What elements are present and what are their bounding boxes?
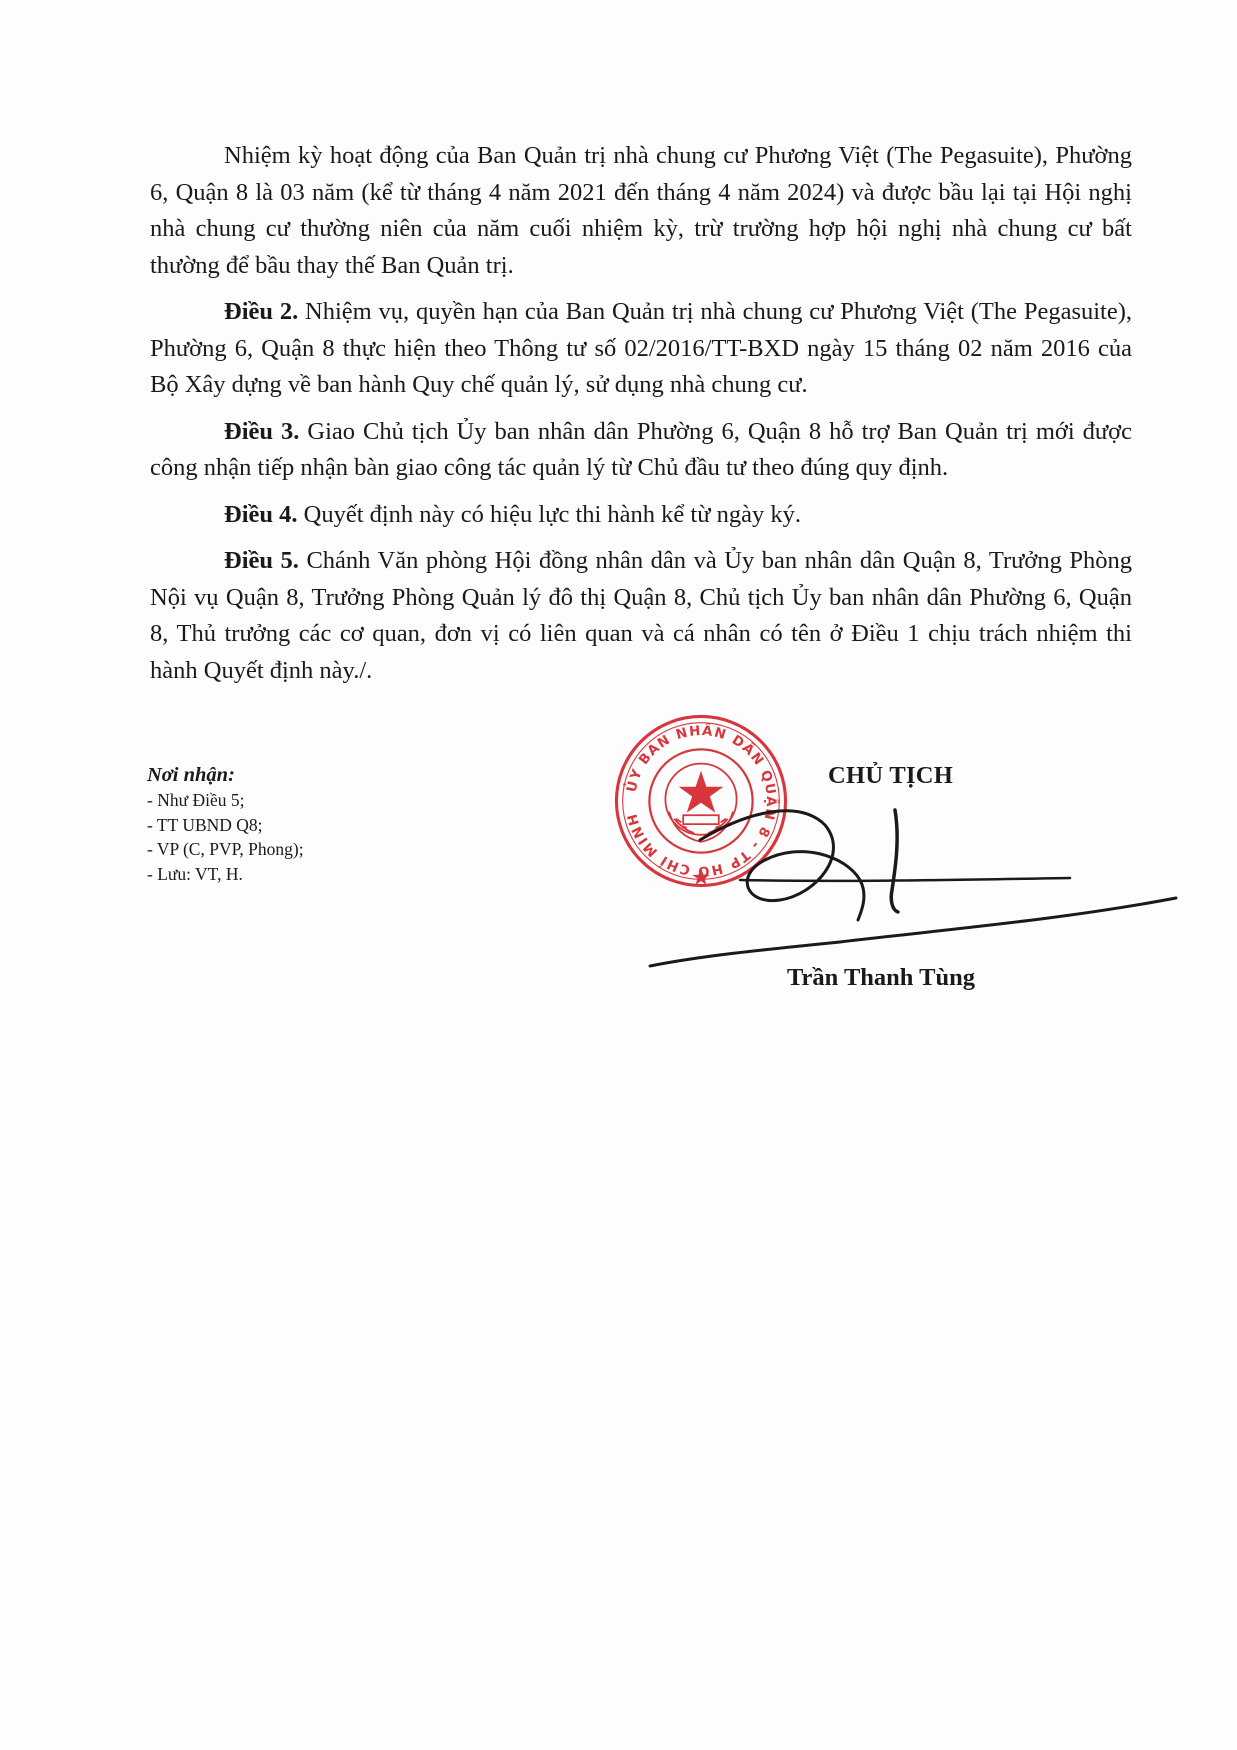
document-body [150,138,1132,699]
article-5-text: Chánh Văn phòng Hội đồng nhân dân và Ủy ban nhân dân Quận 8, Trưởng Phòng Nội vụ Quận 8, Trưởng Phòng Quản lý đô thị Quận 8, Chủ tịch Ủy ban nhân dân Phường 6, Quận 8, Thủ trưởng các cơ quan, đơn vị có liên quan và cá nhân có tên ở Điều 1 chịu trách nhiệm thi hành Quyết định này./. [150,547,1133,684]
signer-title: CHỦ TỊCH [828,762,954,789]
article-4-text: Quyết định này có hiệu lực thi hành kể từ ngày ký. [303,500,802,528]
recipient-item: - Lưu: VT, H. [147,863,243,884]
article-4 [150,497,1132,534]
signer-name: Trần Thanh Tùng [787,964,975,991]
article-4-label: Điều 4. [224,500,298,528]
recipient-item: - VP (C, PVP, Phong); [147,839,304,859]
recipient-item: - Như Điều 5; [147,790,245,810]
article-3-text: Giao Chủ tịch Ủy ban nhân dân Phường 6, Quận 8 hỗ trợ Ban Quản trị mới được công nhận tiếp nhận bàn giao công tác quản lý từ Chủ đầu tư theo đúng quy định. [150,417,1133,481]
recipient-item: - TT UBND Q8; [147,814,263,835]
article-2-label: Điều 2. [224,298,299,325]
seal-ring-text: ỦY BAN NHÂN DÂN QUẬN 8 - TP HỒ CHÍ MINH [624,723,778,879]
article-2 [150,294,1132,404]
article-2-text: Nhiệm vụ, quyền hạn của Ban Quản trị nhà chung cư Phương Việt (The Pegasuite), Phường 6, Quận 8 thực hiện theo Thông tư số 02/2016/TT-BXD ngày 15 tháng 02 năm 2016 của Bộ Xây dựng về ban hành Quy chế quản lý, sử dụng nhà chung cư. [150,298,1133,398]
article-5-label: Điều 5. [224,547,299,574]
recipients-block [147,762,547,886]
article-3 [150,414,1132,487]
article-5 [150,543,1132,689]
article-3-label: Điều 3. [224,417,300,445]
term-paragraph-text: Nhiệm kỳ hoạt động của Ban Quản trị nhà chung cư Phương Việt (The Pegasuite), Phường 6, Quận 8 là 03 năm (kể từ tháng 4 năm 2021 đến tháng 4 năm 2024) và được bầu lại tại Hội nghị nhà chung cư thường niên của năm cuối nhiệm kỳ, trừ trường hợp hội nghị nhà chung cư bất thường để bầu thay thế Ban Quản trị. [150,142,1132,279]
recipients-title: Nơi nhận: [147,764,235,786]
term-paragraph [150,138,1132,284]
handwritten-signature-icon [640,770,1200,990]
